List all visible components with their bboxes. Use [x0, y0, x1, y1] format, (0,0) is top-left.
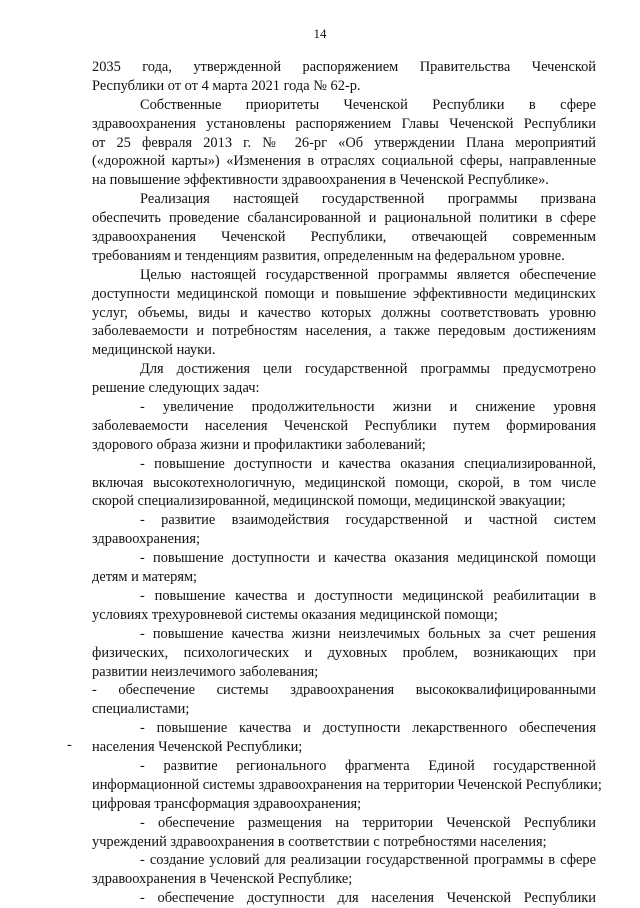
text-line: Республики от от 4 марта 2021 года № 62-р.: [92, 77, 361, 94]
text-line: развитии неизлечимого заболевания;: [92, 663, 319, 680]
text-line: здравоохранения в Чеченской Республике;: [92, 871, 353, 888]
text-line: доступности медицинской помощи и повышение эффективности медицинских: [92, 285, 596, 302]
text-line: населения Чеченской Республики;: [92, 739, 303, 756]
text-line: Собственные приоритеты Чеченской Республики в сфере: [140, 96, 596, 113]
text-line: - увеличение продолжительности жизни и снижение уровня: [140, 399, 596, 416]
text-line: включая высокотехнологичную, медицинской помощи, скорой, в том числе: [92, 474, 596, 491]
text-line: заболеваемости населения Чеченской Республики путем формирования: [92, 417, 596, 434]
body-text: [92, 58, 602, 908]
text-line: - повышение доступности и качества оказания специализированной,: [140, 455, 596, 472]
text-line: условиях трехуровневой системы оказания медицинской помощи;: [92, 606, 498, 623]
text-line: цифровая трансформация здравоохранения;: [92, 795, 362, 812]
text-line: физических, психологических и духовных проблем, возникающих при: [92, 644, 596, 661]
text-line: - повышение качества и доступности медицинской реабилитации в: [140, 587, 596, 604]
text-line: информационной системы здравоохранения на территории Чеченской Республики;: [92, 776, 602, 793]
text-line: - повышение доступности и качества оказания медицинской помощи: [140, 550, 596, 567]
text-line: учреждений здравоохранения в соответствии с потребностями населения;: [92, 833, 547, 850]
text-line: - создание условий для реализации государственной программы в сфере: [140, 852, 596, 869]
text-line: 2035 года, утвержденной распоряжением Правительства Чеченской: [92, 59, 596, 75]
text-line: - повышение качества жизни неизлечимых больных за счет решения: [140, 625, 596, 642]
text-line: - развитие регионального фрагмента Единой государственной: [140, 757, 596, 774]
page-number: 14: [313, 26, 327, 41]
text-line: здорового образа жизни и профилактики заболеваний;: [92, 436, 426, 453]
text-line: Целью настоящей государственной программы является обеспечение: [140, 266, 596, 283]
text-line: - развитие взаимодействия государственной и частной систем: [140, 512, 596, 529]
text-line: требованиям и тенденциям развития, определенным на федеральном уровне.: [92, 247, 565, 264]
text-line: решение следующих задач:: [92, 380, 260, 397]
text-line: - обеспечение доступности для населения Чеченской Республики: [140, 890, 596, 907]
text-line: услуг, объемы, виды и качество которых должны соответствовать уровню: [92, 304, 596, 321]
text-line: медицинской науки.: [92, 342, 216, 359]
text-line: Для достижения цели государственной программы предусмотрено: [140, 361, 596, 378]
text-line: от 25 февраля 2013 г. № 26-рг «Об утверждении Плана мероприятий: [92, 134, 596, 151]
text-line: заболеваемости и потребностям населения, а также передовым достижениям: [92, 323, 596, 340]
text-line: здравоохранения;: [92, 531, 200, 548]
text-line: специалистами;: [92, 701, 190, 718]
text-line: - обеспечение системы здравоохранения высококвалифицированными: [92, 682, 596, 699]
text-line: здравоохранения установлены распоряжением Главы Чеченской Республики: [92, 115, 596, 132]
text-line: Реализация настоящей государственной программы призвана: [140, 191, 596, 208]
text-line: детям и матерям;: [92, 569, 198, 586]
text-line: обеспечить проведение сбалансированной и рациональной политики в сфере: [92, 210, 596, 227]
text-line: здравоохранения Чеченской Республики, отвечающей современным: [92, 229, 596, 246]
text-line: («дорожной карты») «Изменения в отраслях социальной сферы, направленные: [92, 153, 596, 170]
text-line: - обеспечение размещения на территории Чеченской Республики: [140, 814, 596, 831]
text-line: скорой специализированной, медицинской помощи, медицинской эвакуации;: [92, 493, 566, 510]
text-line: - повышение качества и доступности лекарственного обеспечения: [140, 720, 596, 737]
list-dash-marker: -: [67, 737, 72, 753]
text-line: на повышение эффективности здравоохранения в Чеченской Республике».: [92, 172, 549, 189]
